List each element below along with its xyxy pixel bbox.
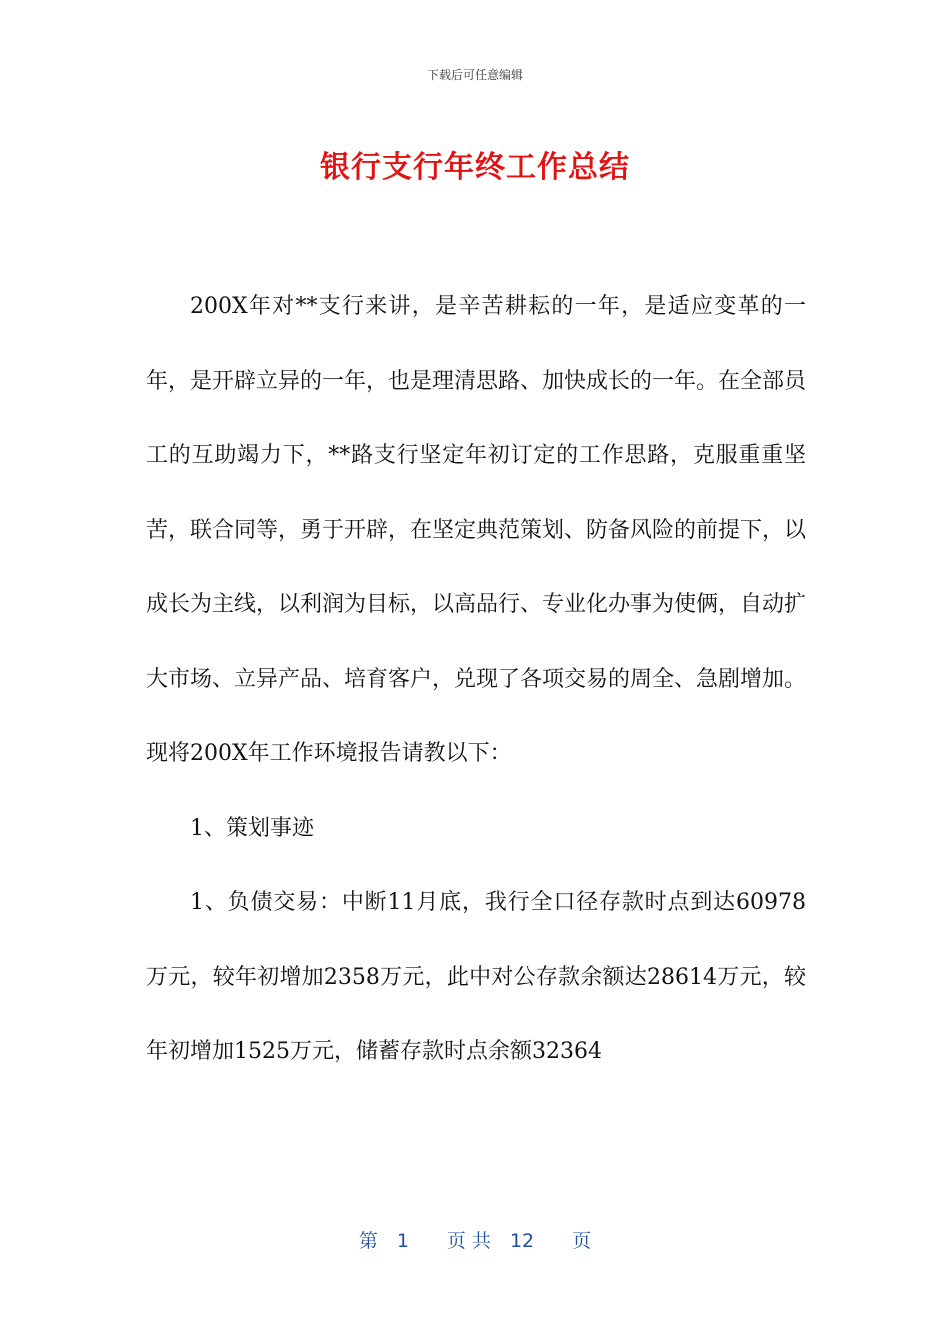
paragraph-section-heading: 1、策划事迹: [190, 815, 314, 841]
page-footer: 第 1 页 共 12 页: [358, 1230, 592, 1252]
paragraph-intro: 200X年对**支行来讲，是辛苦耕耘的一年，是适应变革的一年，是开辟立异的一年，也是理清思路、加快成长的一年。在全部员工的互助竭力下，**路支行坚定年初订定的工作思路，克服重重坚苦，联合同等，勇于开辟，在坚定典范策划、防备风险的前提下，以成长为主线，以利润为目标，以高品行、专业化办事为使俩，自动扩大市场、立异产品、培育客户，兑现了各项交易的周全、急剧增加。现将200X年工作环境报告请教以下：: [146, 294, 807, 766]
document-body: [146, 270, 806, 1090]
header-note: 下载后可任意编辑: [426, 68, 523, 82]
paragraph-liability-business: 1、负债交易：中断11月底，我行全口径存款时点到达60978万元，较年初增加2358万元，此中对公存款余额达28614万元，较年初增加1525万元，储蓄存款时点余额32364: [146, 890, 806, 1064]
document-title: 银行支行年终工作总结: [320, 150, 630, 185]
